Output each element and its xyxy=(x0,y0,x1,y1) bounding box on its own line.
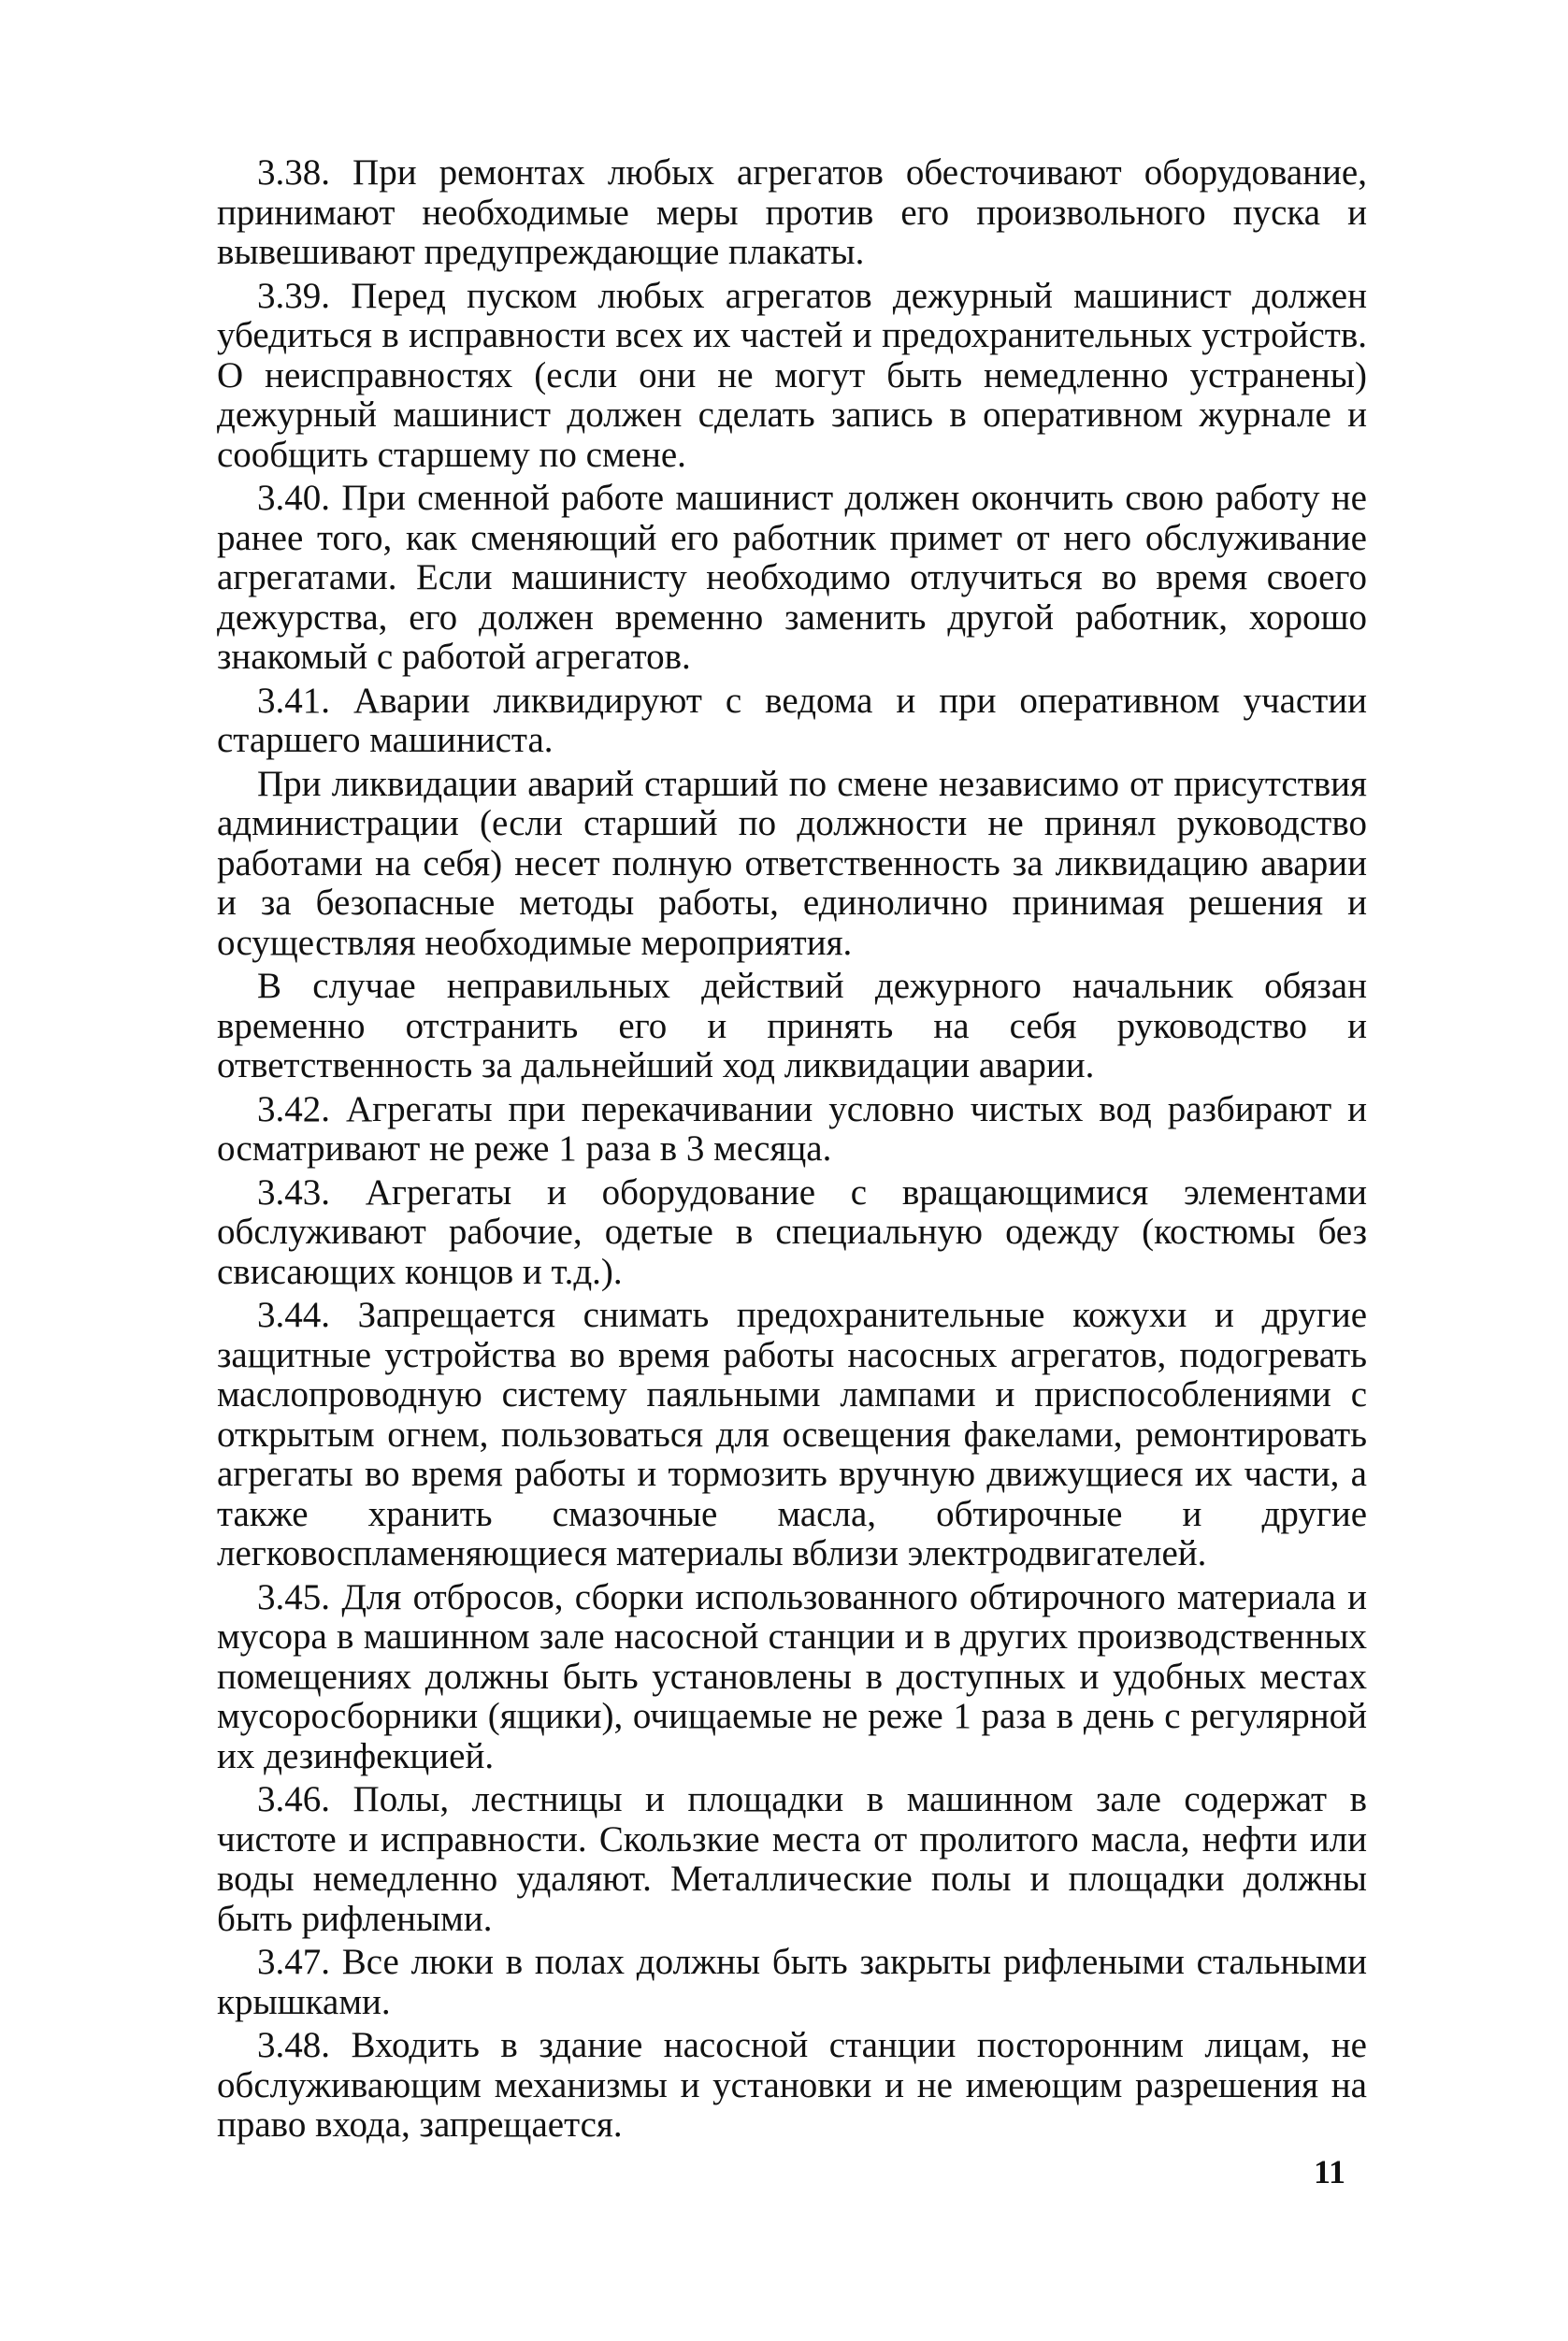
paragraph-3-45: 3.45. Для отбросов, сборки использованного обтирочного материала и мусора в машинном зале насосной станции и в других производственных помещениях должны быть установлены в доступных и удобных местах мусоросборники (ящики), очищаемые не реже 1 раза в день с регулярной их дезинфекцией. xyxy=(217,1576,1367,1776)
paragraph-3-47: 3.47. Все люки в полах должны быть закрыты рифлеными стальными крышками. xyxy=(217,1942,1367,2022)
paragraph-3-40: 3.40. При сменной работе машинист должен окончить свою работу не ранее того, как сменяющий его работник примет от него обслуживание агрегатами. Если машинисту необходимо отлучиться во время своего дежурства, его должен временно заменить другой работник, хорошо знакомый с работой агрегатов. xyxy=(217,478,1367,677)
paragraph-3-41: 3.41. Аварии ликвидируют с ведома и при оперативном участии старшего машиниста. xyxy=(217,680,1367,760)
page-number: 11 xyxy=(1314,2153,1346,2190)
paragraph-3-46: 3.46. Полы, лестницы и площадки в машинном зале содержат в чистоте и исправности. Скользкие места от пролитого масла, нефти или воды немедленно удаляют. Металлические полы и площадки должны быть рифлеными. xyxy=(217,1779,1367,1939)
paragraph-3-44: 3.44. Запрещается снимать предохранительные кожухи и другие защитные устройства во время работы насосных агрегатов, подогревать маслопроводную систему паяльными лампами и приспособлениями с открытым огнем, пользоваться для освещения факелами, ремонтировать агрегаты во время работы и тормозить вручную движущиеся их части, а также хранить смазочные масла, обтирочные и другие легковоспламеняющиеся материалы вблизи электродвигателей. xyxy=(217,1295,1367,1573)
paragraph-3-48: 3.48. Входить в здание насосной станции посторонним лицам, не обслуживающим механизмы и установки и не имеющим разрешения на право входа, запрещается. xyxy=(217,2025,1367,2145)
paragraph-3-39: 3.39. Перед пуском любых агрегатов дежурный машинист должен убедиться в исправности всех их частей и предохранительных устройств. О неисправностях (если они не могут быть немедленно устранены) дежурный машинист должен сделать запись в оперативном журнале и сообщить старшему по смене. xyxy=(217,275,1367,475)
paragraph-3-41-liquidation: При ликвидации аварий старший по смене независимо от присутствия администрации (если старший по должности не принял руководство работами на себя) несет полную ответственность за ликвидацию аварии и за безопасные методы работы, единолично принимая решения и осуществляя необходимые мероприятия. xyxy=(217,763,1367,963)
paragraph-3-41-incorrect-actions: В случае неправильных действий дежурного начальник обязан временно отстранить его и принять на себя руководство и ответственность за дальнейший ход ликвидации аварии. xyxy=(217,966,1367,1085)
paragraph-3-43: 3.43. Агрегаты и оборудование с вращающимися элементами обслуживают рабочие, одетые в специальную одежду (костюмы без свисающих концов и т.д.). xyxy=(217,1171,1367,1292)
paragraph-3-42: 3.42. Агрегаты при перекачивании условно чистых вод разбирают и осматривают не реже 1 раза в 3 месяца. xyxy=(217,1088,1367,1169)
paragraph-3-38: 3.38. При ремонтах любых агрегатов обесточивают оборудование, принимают необходимые меры против его произвольного пуска и вывешивают предупреждающие плакаты. xyxy=(217,152,1367,272)
document-body xyxy=(217,153,1367,2149)
